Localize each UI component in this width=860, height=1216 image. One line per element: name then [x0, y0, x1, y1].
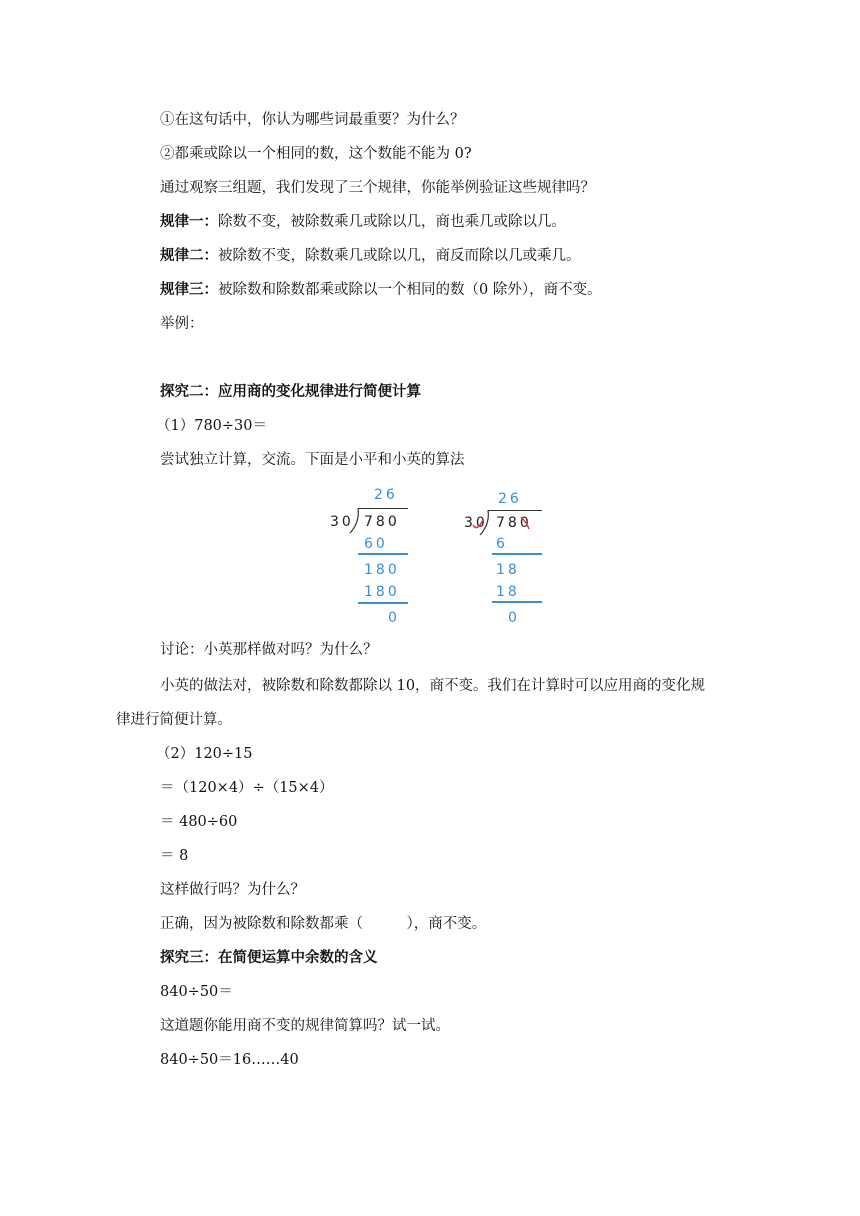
step-line-1: ＝（120×4）÷（15×4） — [160, 780, 334, 796]
xiaoying-explanation-1: 小英的做法对，被除数和除数都除以 10，商不变。我们在计算时可以应用商的变化规 — [160, 678, 706, 694]
remainder: 0 — [508, 610, 520, 626]
discuss-text: 讨论：小英那样做对吗？为什么？ — [160, 642, 378, 658]
explore-2-heading: 探究二：应用商的变化规律进行简便计算 — [160, 383, 421, 400]
observe-text: 通过观察三组题，我们发现了三个规律，你能举例验证这些规律吗？ — [160, 180, 595, 196]
example-label: 举例： — [160, 316, 204, 332]
step-line — [358, 602, 408, 604]
rule-2-text: 被除数不变，除数乘几或除以几，商反而除以几或乘几。 — [218, 248, 581, 264]
long-division-xiaoping — [330, 484, 420, 630]
dividend: 780 — [496, 515, 532, 531]
can-you-text: 这道题你能用商不变的规律简算吗？试一试。 — [160, 1018, 450, 1034]
rule-3-label: 规律三： — [160, 281, 218, 298]
rule-1 — [160, 212, 566, 232]
rule-3 — [160, 280, 602, 300]
cross-out-mark — [519, 515, 531, 531]
try-text: 尝试独立计算，交流。下面是小平和小英的算法 — [160, 452, 465, 468]
rule-2 — [160, 246, 581, 266]
cross-out-mark — [471, 517, 485, 533]
question-2: ②都乘或除以一个相同的数，这个数能不能为 0? — [160, 146, 472, 162]
step-3: 18 — [496, 584, 520, 600]
remainder: 0 — [388, 610, 400, 626]
dividend: 780 — [364, 514, 400, 530]
problem-1: （1）780÷30＝ — [156, 418, 268, 434]
problem-3: 840÷50＝ — [160, 984, 233, 1000]
step-2: 180 — [364, 562, 400, 578]
step-1: 60 — [364, 536, 388, 552]
rule-3-text: 被除数和除数都乘或除以一个相同的数（0 除外），商不变。 — [218, 282, 602, 298]
quotient: 26 — [374, 487, 398, 503]
divisor: 30 — [464, 515, 488, 531]
step-line-3: ＝ 8 — [160, 848, 189, 864]
division-bar — [488, 510, 542, 511]
quotient: 26 — [498, 491, 522, 507]
xiaoying-explanation-2: 律进行简便计算。 — [116, 712, 232, 728]
step-2: 18 — [496, 562, 520, 578]
divisor: 30 — [330, 514, 354, 530]
answer-line: 840÷50＝16……40 — [160, 1052, 299, 1068]
step-1: 6 — [496, 536, 508, 552]
division-bar — [358, 508, 408, 509]
rule-1-text: 除数不变，被除数乘几或除以几，商也乘几或除以几。 — [218, 214, 566, 230]
long-division-xiaoying — [464, 488, 554, 630]
step-3: 180 — [364, 584, 400, 600]
step-line — [358, 553, 408, 555]
correct-text: 正确，因为被除数和除数都乘（ ），商不变。 — [160, 916, 487, 932]
step-line-2: ＝ 480÷60 — [160, 814, 238, 830]
rule-1-label: 规律一： — [160, 213, 218, 230]
question-1: ①在这句话中，你认为哪些词最重要？为什么？ — [160, 112, 465, 128]
step-line — [492, 553, 542, 555]
step-line — [492, 601, 542, 603]
rule-2-label: 规律二： — [160, 247, 218, 264]
question-ok: 这样做行吗？为什么？ — [160, 882, 305, 898]
explore-3-heading: 探究三：在简便运算中余数的含义 — [160, 949, 378, 966]
problem-2: （2）120÷15 — [156, 746, 253, 762]
